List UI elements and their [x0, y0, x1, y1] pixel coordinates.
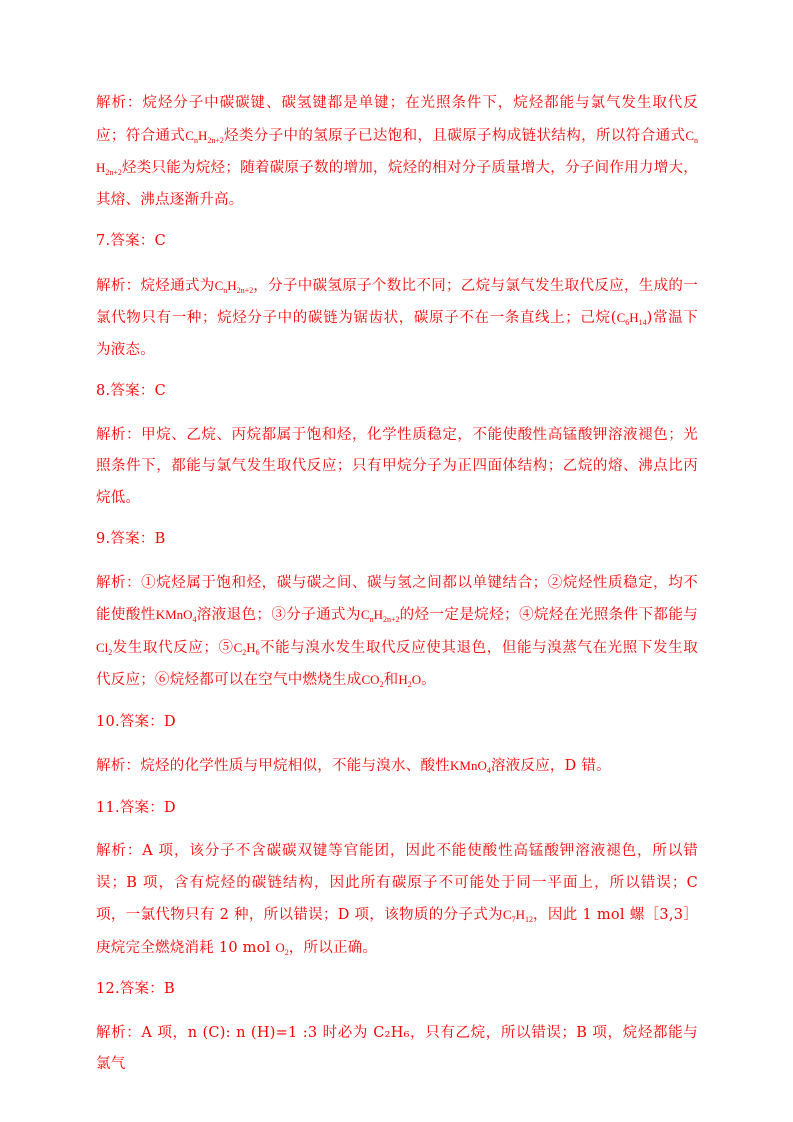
- text-run: 解析：①烷烃属于饱和烃，碳与碳之间、碳与氢之间都以单键结合；②烷烃性质稳定，均不能使酸性: [96, 574, 698, 623]
- formula-subscript: 4: [486, 766, 491, 775]
- formula-term: [685, 128, 698, 143]
- text-run: 解析：烷烃通式为: [96, 277, 215, 294]
- formula-term: [617, 310, 630, 325]
- formula-term: [362, 672, 384, 687]
- formula-subscript: 6: [625, 318, 630, 327]
- answer-explanations: [96, 88, 698, 1091]
- formula-subscript: 2n+2: [382, 615, 400, 624]
- formula-term: [227, 278, 253, 293]
- formula-element: C: [233, 639, 243, 655]
- formula-element: C: [185, 127, 194, 143]
- formula-term: [412, 672, 421, 687]
- formula-term: [361, 607, 374, 622]
- formula-element: Cl: [96, 639, 109, 655]
- formula-subscript: n: [193, 135, 198, 145]
- formula-subscript: 2: [284, 947, 289, 957]
- formula-subscript: n: [223, 285, 228, 295]
- formula-subscript: n: [694, 135, 699, 145]
- text-run: 11.答案：D: [96, 799, 176, 816]
- formula-subscript: 2: [108, 647, 113, 657]
- formula-element: C: [685, 127, 695, 143]
- formula-subscript: 12: [524, 915, 533, 924]
- text-run: 解析：烷烃分子中碳碳键、碳氢键都是单键；在光照条件下，烷烃都能与氯气发生取代反应；符合通式: [96, 95, 698, 144]
- formula-element: H: [197, 127, 208, 143]
- formula-term: [96, 160, 122, 175]
- formula-element: H: [246, 639, 256, 655]
- formula-subscript: 7: [511, 915, 516, 924]
- text-run: 解析：烷烃的化学性质与甲烷相似，不能与溴水、酸性: [96, 758, 450, 774]
- text-run: 和: [383, 672, 399, 688]
- formula-element: C: [360, 607, 370, 622]
- formula-element: H: [398, 672, 408, 687]
- text-run: 9.答案：B: [96, 531, 166, 547]
- text-run: 溶液退色；③分子通式为: [196, 607, 361, 623]
- formula-element: O: [411, 672, 422, 687]
- formula-element: C: [214, 277, 224, 293]
- text-run: 不能与溴水发生取代反应使其退色，但能与溴蒸气在光照下发生取代反应；⑥烷烃都可以在空气中燃烧生成: [96, 639, 699, 688]
- formula-element: KMnO: [450, 758, 487, 773]
- formula-subscript: 2: [379, 680, 384, 689]
- formula-term: [450, 758, 491, 773]
- text-run: 。: [421, 672, 436, 688]
- formula-term: [246, 640, 259, 655]
- formula-subscript: 2: [242, 647, 247, 657]
- formula-element: H: [96, 160, 106, 175]
- formula-term: [96, 640, 112, 655]
- formula-term: [275, 940, 288, 955]
- answer-line: [96, 974, 698, 1006]
- answer-line: [96, 524, 698, 556]
- text-run: 解析：A 项，n (C): n (H)=1 :3 时必为 C₂H₆，只有乙烷，所以错误；B 项，烷烃都能与氯气: [96, 1024, 698, 1072]
- analysis-paragraph: [96, 88, 698, 216]
- formula-subscript: 2n+2: [105, 168, 122, 177]
- formula-term: [185, 128, 198, 143]
- text-run: ，所以正确。: [288, 939, 378, 956]
- text-run: 溶液反应，D 错。: [490, 758, 611, 774]
- text-run: 解析：A 项，该分子不含碳碳双键等官能团，因此不能使酸性高锰酸钾溶液褪色，所以错误；B 项，含有烷烃的碳链结构，因此所有碳原子不可能处于同一平面上，所以错误；C 项，一氯代物只有 2 种，所以错误；D 项，该物质的分子式为: [96, 843, 698, 923]
- text-run: 12.答案：B: [96, 981, 175, 997]
- text-run: 烃类只能为烷烃；随着碳原子数的增加，烷烃的相对分子质量增大，分子间作用力增大，其熔、沸点逐渐升高。: [96, 160, 698, 208]
- text-run: ，因此 1 mol 螺［3,3］庚烷完全燃烧消耗 10 mol: [96, 907, 698, 956]
- formula-term: [215, 278, 228, 293]
- formula-term: [629, 310, 646, 325]
- text-run: 烃类分子中的氢原子已达饱和，且碳原子构成链状结构，所以符合通式: [223, 127, 686, 144]
- formula-element: C: [502, 907, 512, 922]
- analysis-paragraph: [96, 1018, 698, 1081]
- formula-term: [234, 640, 247, 655]
- formula-subscript: n: [369, 615, 374, 624]
- analysis-paragraph: [96, 270, 698, 367]
- text-run: 10.答案：D: [96, 713, 176, 730]
- analysis-paragraph: [96, 836, 698, 964]
- formula-subscript: 14: [638, 318, 647, 327]
- formula-element: H: [629, 310, 639, 325]
- text-run: 发生取代反应；⑤: [112, 639, 234, 656]
- answer-line: [96, 226, 698, 258]
- analysis-paragraph: [96, 750, 698, 783]
- formula-element: H: [227, 277, 237, 293]
- answer-line: [96, 793, 698, 825]
- formula-element: O: [275, 939, 285, 955]
- formula-element: H: [515, 907, 525, 922]
- text-run: 7.答案：C: [96, 233, 166, 249]
- formula-term: [198, 128, 224, 143]
- text-run: 的烃一定是烷烃；④烷烃在光照条件下都能与: [399, 607, 698, 623]
- analysis-paragraph: [96, 568, 698, 697]
- text-run: 解析：甲烷、乙烷、丙烷都属于饱和烃，化学性质稳定，不能使酸性高锰酸钾溶液褪色；光照条件下，都能与氯气发生取代反应；只有甲烷分子为正四面体结构；乙烷的熔、沸点比丙烷低。: [96, 426, 698, 506]
- answer-line: [96, 376, 698, 408]
- formula-subscript: 6: [255, 647, 260, 657]
- formula-element: H: [373, 607, 383, 622]
- formula-element: C: [616, 310, 626, 325]
- formula-term: [503, 907, 516, 922]
- formula-element: CO: [361, 672, 380, 687]
- text-run: 8.答案：C: [96, 383, 166, 399]
- formula-subscript: 2n+2: [207, 135, 224, 145]
- formula-term: [374, 607, 400, 622]
- formula-subscript: 2: [407, 680, 412, 689]
- text-run: )常温下为液态。: [96, 310, 698, 358]
- formula-term: [516, 907, 533, 922]
- analysis-paragraph: [96, 420, 698, 515]
- formula-subscript: 2n+2: [236, 285, 254, 295]
- formula-element: KMnO: [155, 607, 193, 622]
- formula-term: [156, 607, 197, 622]
- formula-subscript: 4: [192, 615, 197, 624]
- answer-line: [96, 707, 698, 739]
- formula-term: [398, 672, 411, 687]
- text-run: ，分子中碳氢原子个数比不同；乙烷与氯气发生取代反应，生成的一氯代物只有一种；烷烃分子中的碳链为锯齿状，碳原子不在一条直线上；己烷(: [96, 277, 699, 326]
